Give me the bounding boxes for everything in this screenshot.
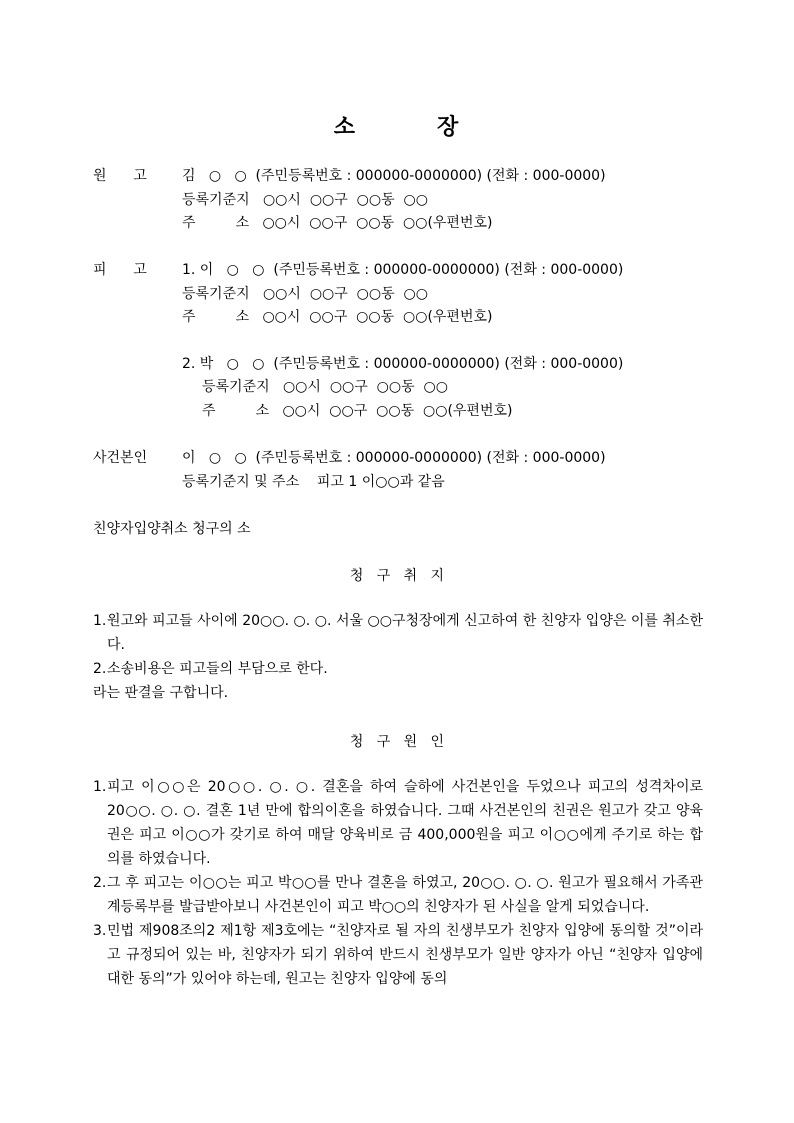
document-title	[0, 110, 794, 141]
claim-cause-item	[93, 775, 703, 871]
item-text: 원고와 피고들 사이에 20○○. ○. ○. 서울 ○○구청장에게 신고하여 한 친양자 입양은 이를 취소한다.	[107, 613, 703, 653]
item-number: 3.	[93, 923, 107, 939]
plaintiff-reg: 등록기준지 ○○시 ○○구 ○○동 ○○	[182, 192, 428, 208]
defendant2-line1: 2. 박 ○ ○ (주민등록번호 : 000000-0000000) (전화 : 000-0000)	[182, 356, 624, 372]
item-text: 피고 이○○은 20○○. ○. ○. 결혼을 하여 슬하에 사건본인을 두었으나 피고의 성격차이로 20○○. ○. ○. 결혼 1년 만에 합의이혼을 하였습니다. 그때 사건본인의 친권은 원고가 갖고 양육권은 피고 이○○가 갖기로 하여 매달 양육비로 금 400,000원을 피고 이○○에게 주기로 하는 합의를 하였습니다.	[107, 779, 703, 867]
claim-purpose-body	[93, 609, 703, 705]
defendant2-reg: 등록기준지 ○○시 ○○구 ○○동 ○○	[202, 379, 448, 395]
item-number: 1.	[93, 613, 107, 629]
case-name: 친양자입양취소 청구의 소	[93, 521, 251, 537]
subject-line1: 이 ○ ○ (주민등록번호 : 000000-0000000) (전화 : 000-0000)	[182, 450, 606, 466]
plaintiff-role: 원 고	[93, 168, 147, 184]
claim-cause-heading: 청 구 원 인	[349, 734, 445, 750]
title-right: 장	[437, 115, 461, 140]
item-number: 1.	[93, 779, 107, 795]
defendant1-reg: 등록기준지 ○○시 ○○구 ○○동 ○○	[182, 286, 428, 302]
claim-purpose-closing: 라는 판결을 구합니다.	[93, 685, 229, 701]
item-text: 그 후 피고는 이○○는 피고 박○○를 만나 결혼을 하였고, 20○○. ○. ○. 원고가 필요해서 가족관계등록부를 발급받아보니 사건본인이 피고 박○○의 친양자가 된 사실을 알게 되었습니다.	[107, 875, 703, 915]
defendant-role: 피 고	[93, 262, 147, 278]
item-text: 민법 제908조의2 제1항 제3호에는 “친양자로 될 자의 친생부모가 친양자 입양에 동의할 것”이라고 규정되어 있는 바, 친양자가 되기 위하여 반드시 친생부모가 일반 양자가 아닌 “친양자 입양에 대한 동의”가 있어야 하는데, 원고는 친양자 입양에 동의	[107, 923, 703, 987]
claim-purpose-item	[93, 609, 703, 657]
item-text: 소송비용은 피고들의 부담으로 한다.	[107, 661, 328, 677]
subject-line2: 등록기준지 및 주소 피고 1 이○○과 같음	[182, 474, 445, 490]
title-left: 소	[333, 115, 357, 140]
defendant1-addr: 주 소 ○○시 ○○구 ○○동 ○○(우편번호)	[182, 309, 493, 325]
plaintiff-line1: 김 ○ ○ (주민등록번호 : 000000-0000000) (전화 : 000-0000)	[182, 168, 606, 184]
claim-cause-item	[93, 871, 703, 919]
claim-purpose-heading: 청 구 취 지	[349, 568, 445, 584]
item-number: 2.	[93, 875, 107, 891]
item-number: 2.	[93, 661, 107, 677]
claim-cause-body	[93, 775, 703, 991]
claim-purpose-item	[93, 657, 703, 681]
claim-cause-item	[93, 919, 703, 991]
subject-role: 사건본인	[93, 450, 148, 466]
defendant2-addr: 주 소 ○○시 ○○구 ○○동 ○○(우편번호)	[202, 403, 513, 419]
defendant1-line1: 1. 이 ○ ○ (주민등록번호 : 000000-0000000) (전화 : 000-0000)	[182, 262, 624, 278]
plaintiff-addr: 주 소 ○○시 ○○구 ○○동 ○○(우편번호)	[182, 215, 493, 231]
